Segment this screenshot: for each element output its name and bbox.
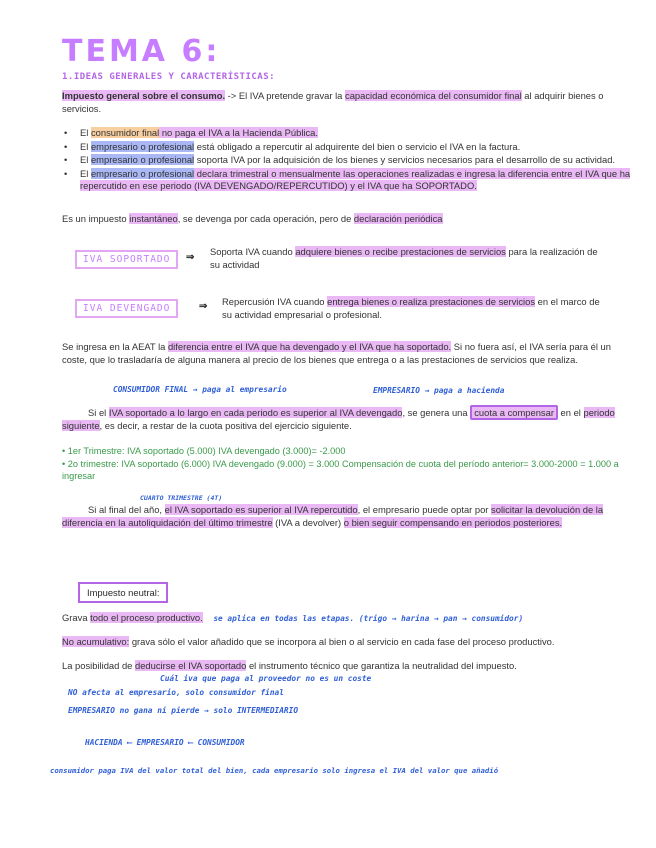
iva-soportado-tag: IVA SOPORTADO — [75, 250, 178, 269]
highlight: periodo siguiente — [62, 407, 615, 431]
soportado-text — [210, 246, 600, 271]
intro-highlight: capacidad económica del consumidor final — [345, 90, 522, 101]
text: , se genera una — [402, 407, 471, 418]
handwritten-note: CUARTO TRIMESTRE (4T) — [140, 494, 223, 502]
text: La posibilidad de — [62, 660, 135, 671]
bullet-text: El — [80, 140, 91, 152]
text: , se devenga por cada operación, pero de — [177, 213, 354, 224]
list-item — [62, 141, 634, 154]
page-title: TEMA 6: — [62, 34, 221, 69]
text: Grava — [62, 612, 91, 623]
text: en el marco de su actividad empresarial o profesional. — [222, 296, 600, 320]
bullet-text: no paga el IVA a la Hacienda Pública. — [159, 127, 319, 138]
handwritten-note: consumidor paga IVA del valor total del bien, cada empresario solo ingresa el IVA del valor que añadió — [50, 766, 499, 775]
text: Si no fuera así, el IVA sería para él un coste, que lo trasladaría de alguna manera al precio de los bienes que entrega o a las prestaciones de servicios que realiza. — [62, 341, 611, 365]
highlight: instantáneo — [129, 213, 178, 224]
bullet-text: El — [80, 167, 91, 179]
noacum-line — [62, 636, 642, 649]
intro-arrow: -> El IVA pretende gravar la — [225, 90, 346, 101]
aeat-paragraph — [62, 341, 632, 366]
text: Es un impuesto — [62, 213, 130, 224]
intro-paragraph — [62, 90, 630, 115]
bullet-highlight: consumidor final — [90, 127, 160, 138]
highlight: diferencia entre el IVA que ha devengado y el IVA que ha soportado. — [167, 341, 452, 352]
bullet-list — [62, 127, 634, 194]
text: grava sólo el valor añadido que se incorpora al bien o al servicio en cada fase del proceso productivo. — [129, 636, 555, 647]
bullet-highlight: empresario o profesional — [90, 167, 195, 179]
highlight: adquiere bienes o recibe prestaciones de servicios — [295, 246, 506, 257]
highlight: deducirse el IVA soportado — [134, 660, 247, 671]
implies-arrow-icon: ⇒ — [199, 301, 208, 312]
text: Se ingresa en la AEAT la — [62, 341, 168, 352]
handwritten-note: EMPRESARIO no gana ni pierde → solo INTERMEDIARIO — [68, 706, 299, 715]
bullet-text: declara trimestral o mensualmente las operaciones realizadas e ingresa la diferencia entre el IVA que ha repercutido en ese periodo (IVA DEVENGADO/REPERCUTIDO) y el IVA que ha SOPORTADO. — [80, 167, 631, 191]
text: , el empresario puede optar por — [357, 504, 492, 515]
example-line: • 1er Trimestre: IVA soportado (5.000) IVA devengado (3.000)= -2.000 — [62, 446, 346, 456]
highlight: declaración periódica — [353, 213, 443, 224]
bullet-text: El — [80, 127, 91, 138]
highlight: el IVA soportado es superior al IVA repercutido — [164, 504, 358, 515]
highlight: IVA soportado a lo largo en cada periodo es superior al IVA devengado — [108, 407, 403, 418]
bullet-highlight: empresario o profesional — [90, 140, 195, 152]
text: , es decir, a restar de la cuota positiva del ejercicio siguiente. — [99, 419, 352, 431]
handwritten-note: EMPRESARIO → paga a hacienda — [373, 386, 505, 395]
bullet-highlight: empresario o profesional — [90, 154, 195, 165]
example-line: • 2o trimestre: IVA soportado (6.000) IVA devengado (9.000) = 3.000 Compensación de cuota del período anterior= 3.000-2000 = 1.000 a ingresar — [62, 458, 619, 481]
text: Si al final del año, — [88, 504, 165, 515]
text: en el — [557, 407, 584, 418]
handwritten-note: NO afecta al empresario, solo consumidor final — [68, 688, 284, 697]
intro-bold: Impuesto general sobre el consumo. — [62, 90, 226, 101]
list-item — [62, 168, 634, 193]
cuota-highlight: cuota a compensar — [470, 405, 558, 420]
highlight: o bien seguir compensando en periodos posteriores. — [343, 516, 563, 528]
intro-rest: al adquirir bienes o servicios. — [62, 90, 604, 114]
bullet-text: soporta IVA por la adquisición de los bienes y servicios necesarios para el desarrollo de su actividad. — [194, 154, 616, 165]
handwritten-note: se aplica en todas las etapas. (trigo → harina → pan → consumidor) — [213, 614, 524, 623]
highlight: entrega bienes o realiza prestaciones de servicios — [327, 296, 536, 307]
grava-line — [62, 612, 642, 626]
neutral-box: Impuesto neutral: — [78, 582, 168, 603]
text: (IVA a devolver) — [272, 516, 344, 528]
example-block — [62, 445, 622, 483]
devengado-text — [222, 296, 612, 321]
deducir-line — [62, 660, 642, 673]
text: el instrumento técnico que garantiza la neutralidad del impuesto. — [246, 660, 517, 671]
bullet-text: El — [80, 154, 91, 165]
text: Soporta IVA cuando — [210, 246, 296, 257]
text: Si el — [88, 407, 109, 418]
text: para la realización de su actividad — [210, 246, 598, 270]
section-heading: 1.IDEAS GENERALES Y CARACTERÍSTICAS: — [62, 72, 276, 82]
list-item — [62, 127, 634, 140]
text: Repercusión IVA cuando — [222, 296, 328, 307]
final-paragraph — [62, 504, 634, 529]
handwritten-note: Cuál iva que paga al proveedor no es un coste — [160, 674, 372, 683]
iva-devengado-tag: IVA DEVENGADO — [75, 299, 178, 318]
handwritten-note: CONSUMIDOR FINAL → paga al empresario — [113, 385, 287, 394]
highlight: todo el proceso productivo. — [90, 612, 203, 623]
implies-arrow-icon: ⇒ — [186, 252, 195, 263]
handwritten-note: HACIENDA ⟵ EMPRESARIO ⟵ CONSUMIDOR — [85, 738, 245, 747]
bullet-text: está obligado a repercutir al adquirente del bien o servicio el IVA en la factura. — [194, 140, 521, 152]
list-item — [62, 154, 634, 167]
compensar-paragraph — [62, 407, 634, 432]
highlight: solicitar la devolución de la diferencia en la autoliquidación del último trimestre — [62, 504, 604, 528]
instant-paragraph — [62, 213, 632, 226]
highlight: No acumulativo: — [62, 636, 130, 647]
